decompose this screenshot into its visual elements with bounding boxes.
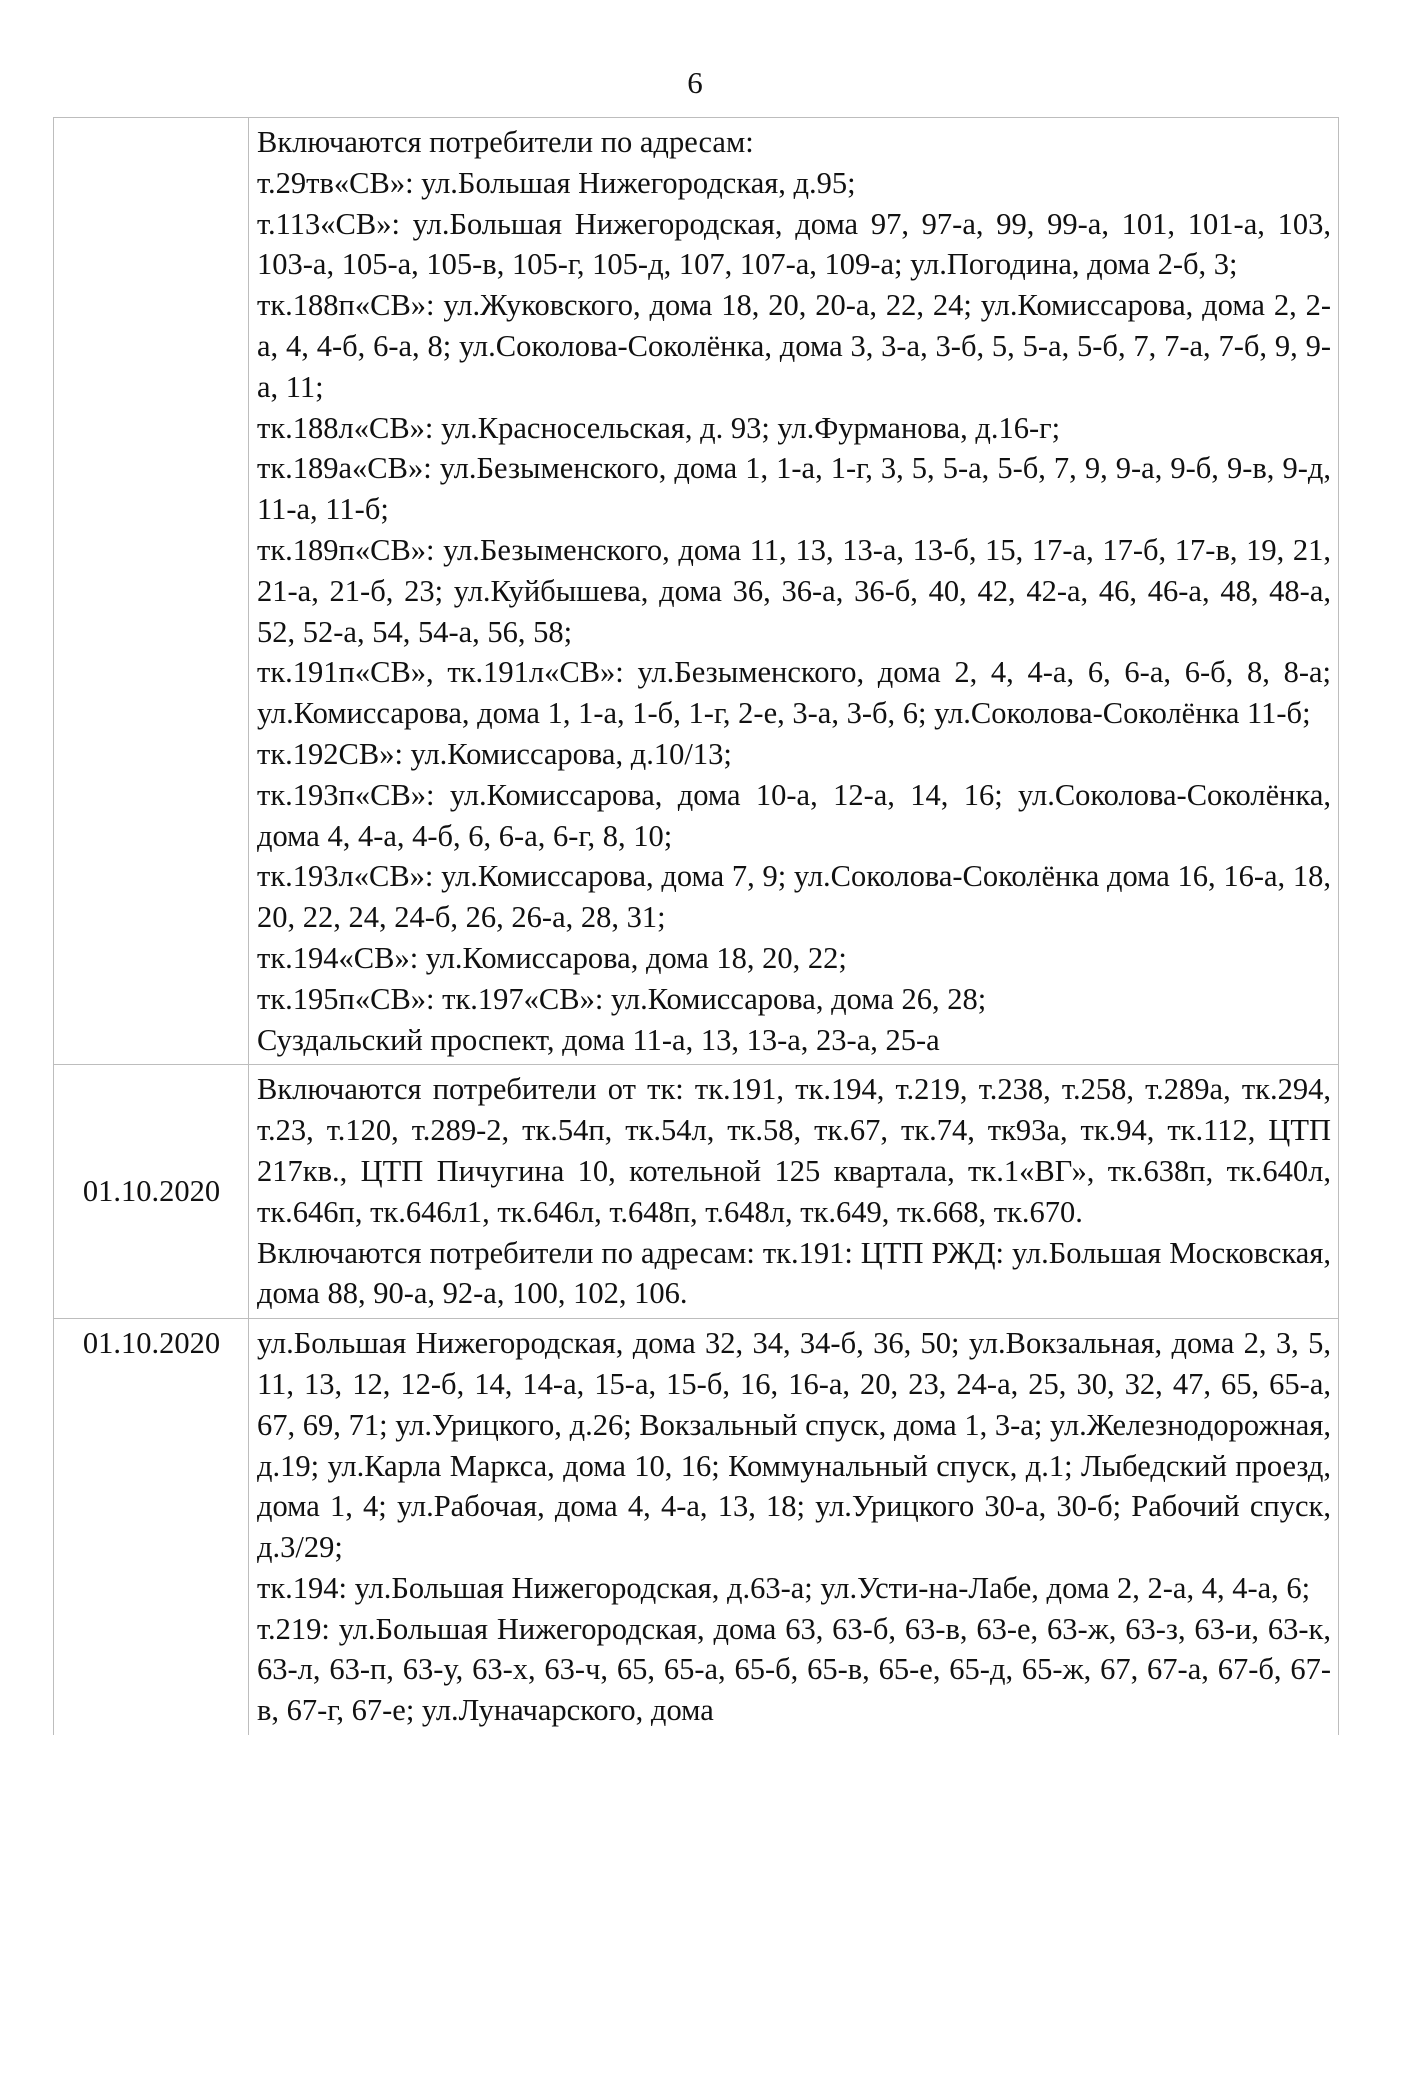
address-paragraph: тк.191п«СВ», тк.191л«СВ»: ул.Безыменского, дома 2, 4, 4-а, 6, 6-а, 6-б, 8, 8-а; ул.Комиссарова, дома 1, 1-а, 1-б, 1-г, 2-е, 3-а, 3-б, 6; ул.Соколова-Соколёнка 11-б;: [257, 655, 1331, 731]
address-paragraph: тк.194: ул.Большая Нижегородская, д.63-а; ул.Усти-на-Лабе, дома 2, 2-а, 4, 4-а, 6;: [257, 1570, 1311, 1605]
date-cell: [54, 118, 249, 1065]
schedule-table: [53, 117, 1339, 1735]
addresses-cell: [249, 1319, 1339, 1735]
address-paragraph: тк.195п«СВ»: тк.197«СВ»: ул.Комиссарова, дома 26, 28;: [257, 981, 987, 1016]
address-paragraph: тк.189а«СВ»: ул.Безыменского, дома 1, 1-а, 1-г, 3, 5, 5-а, 5-б, 7, 9, 9-а, 9-б, 9-в, 9-д, 11-а, 11-б;: [257, 451, 1331, 527]
address-paragraph: Суздальский проспект, дома 11-а, 13, 13-а, 23-а, 25-а: [257, 1022, 940, 1057]
address-paragraph: тк.188п«СВ»: ул.Жуковского, дома 18, 20, 20-а, 22, 24; ул.Комиссарова, дома 2, 2-а, 4, 4-б, 6-а, 8; ул.Соколова-Соколёнка, дома 3, 3-а, 3-б, 5, 5-а, 5-б, 7, 7-а, 7-б, 9, 9-а, 11;: [257, 288, 1331, 404]
table-row: [54, 1319, 1339, 1735]
address-paragraph: т.29тв«СВ»: ул.Большая Нижегородская, д.95;: [257, 165, 856, 200]
address-paragraph: т.113«СВ»: ул.Большая Нижегородская, дома 97, 97-а, 99, 99-а, 101, 101-а, 103, 103-а, 105-а, 105-в, 105-г, 105-д, 107, 107-а, 109-а; ул.Погодина, дома 2-б, 3;: [257, 206, 1331, 282]
table-row: [54, 1065, 1339, 1319]
address-paragraph: тк.193п«СВ»: ул.Комиссарова, дома 10-а, 12-а, 14, 16; ул.Соколова-Соколёнка, дома 4, 4-а, 4-б, 6, 6-а, 6-г, 8, 10;: [257, 777, 1331, 853]
address-paragraph: тк.194«СВ»: ул.Комиссарова, дома 18, 20, 22;: [257, 940, 847, 975]
address-paragraph: Включаются потребители по адресам:: [257, 125, 754, 159]
address-paragraph: Включаются потребители от тк: тк.191, тк.194, т.219, т.238, т.258, т.289а, тк.294, т.23, т.120, т.289-2, тк.54п, тк.54л, тк.58, тк.67, тк.74, тк93а, тк.94, тк.112, ЦТП 217кв., ЦТП Пичугина 10, котельной 125 квартала, тк.1«ВГ», тк.638п, тк.640л, тк.646п, тк.646л1, тк.646л, т.648п, т.648л, тк.649, тк.668, тк.670.: [257, 1072, 1331, 1229]
table-row: [54, 118, 1339, 1065]
address-paragraph: ул.Большая Нижегородская, дома 32, 34, 34-б, 36, 50; ул.Вокзальная, дома 2, 3, 5, 11, 13, 12, 12-б, 14, 14-а, 15-а, 15-б, 16, 16-а, 20, 23, 24-а, 25, 30, 32, 47, 65, 65-а, 67, 69, 71; ул.Урицкого, д.26; Вокзальный спуск, дома 1, 3-а; ул.Железнодорожная, д.19; ул.Карла Маркса, дома 10, 16; Коммунальный спуск, д.1; Лыбедский проезд, дома 1, 4; ул.Рабочая, дома 4, 4-а, 13, 18; ул.Урицкого 30-а, 30-б; Рабочий спуск, д.3/29;: [257, 1326, 1331, 1565]
date-cell: 01.10.2020: [54, 1319, 249, 1735]
addresses-cell: [249, 118, 1339, 1065]
address-paragraph: тк.193л«СВ»: ул.Комиссарова, дома 7, 9; ул.Соколова-Соколёнка дома 16, 16-а, 18, 20, 22, 24, 24-б, 26, 26-а, 28, 31;: [257, 859, 1331, 935]
address-paragraph: тк.192СВ»: ул.Комиссарова, д.10/13;: [257, 736, 732, 771]
addresses-cell: [249, 1065, 1339, 1319]
date-cell: 01.10.2020: [54, 1065, 249, 1319]
address-paragraph: т.219: ул.Большая Нижегородская, дома 63, 63-б, 63-в, 63-е, 63-ж, 63-з, 63-и, 63-к, 63-л, 63-п, 63-у, 63-х, 63-ч, 65, 65-а, 65-б, 65-в, 65-е, 65-д, 65-ж, 67, 67-а, 67-б, 67-в, 67-г, 67-е; ул.Луначарского, дома: [257, 1611, 1331, 1728]
address-paragraph: тк.189п«СВ»: ул.Безыменского, дома 11, 13, 13-а, 13-б, 15, 17-а, 17-б, 17-в, 19, 21, 21-а, 21-б, 23; ул.Куйбышева, дома 36, 36-а, 36-б, 40, 42, 42-а, 46, 46-а, 48, 48-а, 52, 52-а, 54, 54-а, 56, 58;: [257, 532, 1331, 649]
address-paragraph: Включаются потребители по адресам: тк.191: ЦТП РЖД: ул.Большая Московская, дома 88, 90-а, 92-а, 100, 102, 106.: [257, 1235, 1331, 1311]
address-paragraph: тк.188л«СВ»: ул.Красносельская, д. 93; ул.Фурманова, д.16-г;: [257, 410, 1061, 445]
page-number: 6: [687, 65, 703, 100]
